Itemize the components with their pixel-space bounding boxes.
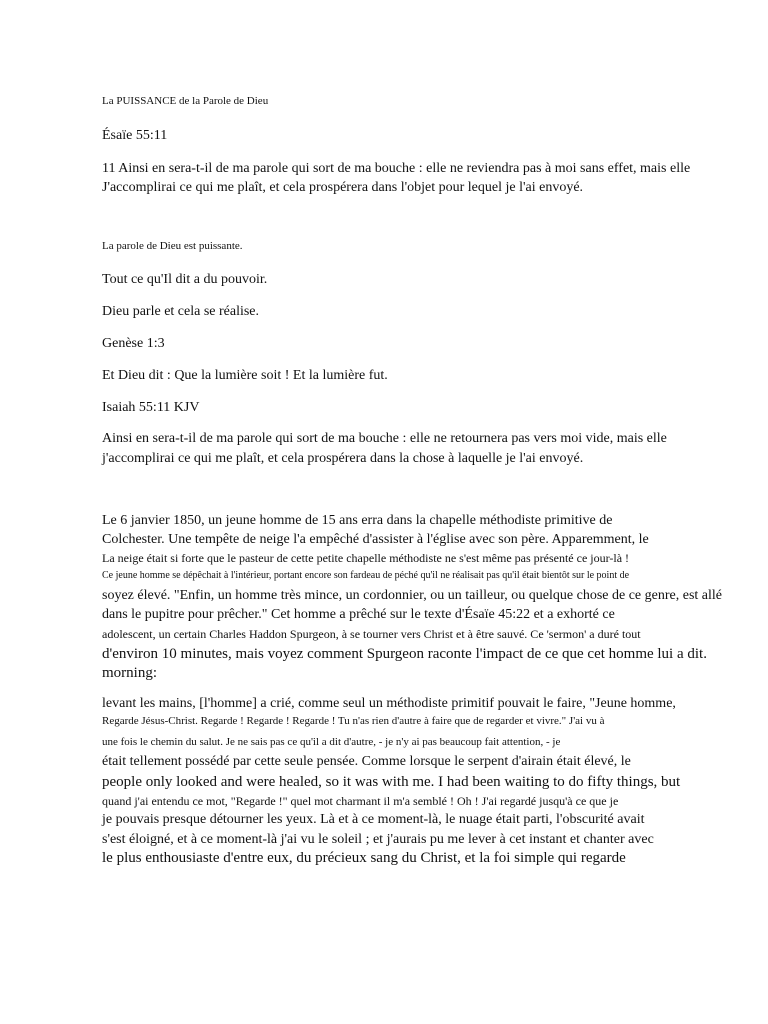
document-title: La PUISSANCE de la Parole de Dieu bbox=[102, 95, 269, 107]
quote-line: je pouvais presque détourner les yeux. Là et à ce moment-là, le nuage était parti, l'obscurité avait bbox=[102, 812, 645, 827]
scripture-reference: Ésaïe 55:11 bbox=[102, 128, 168, 143]
scripture-reference: Genèse 1:3 bbox=[102, 336, 165, 351]
story-line: dans le pupitre pour prêcher." Cet homme a prêché sur le texte d'Ésaïe 45:22 et a exhorté ce bbox=[102, 607, 615, 622]
story-line: Le 6 janvier 1850, un jeune homme de 15 ans erra dans la chapelle méthodiste primitive de bbox=[102, 513, 613, 528]
story-line: morning: bbox=[102, 665, 157, 681]
quote-line: Regarde Jésus-Christ. Regarde ! Regarde ! Regarde ! Tu n'as rien d'autre à faire que de regarder et vivre." J'ai vu à bbox=[102, 715, 605, 727]
quote-line: people only looked and were healed, so it was with me. I had been waiting to do fifty things, but bbox=[102, 774, 681, 790]
paragraph: Tout ce qu'Il dit a du pouvoir. bbox=[102, 272, 268, 287]
verse-line: j'accomplirai ce qui me plaît, et cela prospérera dans la chose à laquelle je l'ai envoyé. bbox=[102, 451, 584, 466]
quote-line: une fois le chemin du salut. Je ne sais pas ce qu'il a dit d'autre, - je n'y ai pas beaucoup fait attention, - je bbox=[102, 736, 561, 748]
quote-line: quand j'ai entendu ce mot, "Regarde !" quel mot charmant il m'a semblé ! Oh ! J'ai regardé jusqu'à ce que je bbox=[102, 794, 619, 808]
story-line: Colchester. Une tempête de neige l'a empêché d'assister à l'église avec son père. Apparemment, le bbox=[102, 532, 649, 547]
quote-line: était tellement possédé par cette seule pensée. Comme lorsque le serpent d'airain était élevé, le bbox=[102, 754, 631, 769]
story-line: d'environ 10 minutes, mais voyez comment Spurgeon raconte l'impact de ce que cet homme lui a dit. bbox=[102, 646, 707, 662]
quote-line: s'est éloigné, et à ce moment-là j'ai vu le soleil ; et j'aurais pu me lever à cet instant et chanter avec bbox=[102, 832, 654, 847]
story-line: La neige était si forte que le pasteur de cette petite chapelle méthodiste ne s'est même pas présenté ce jour-là ! bbox=[102, 551, 630, 565]
verse-line: 11 Ainsi en sera-t-il de ma parole qui sort de ma bouche : elle ne reviendra pas à moi sans effet, mais elle bbox=[102, 161, 691, 176]
section-heading: La parole de Dieu est puissante. bbox=[102, 240, 243, 252]
paragraph: Dieu parle et cela se réalise. bbox=[102, 304, 260, 319]
quote-line: levant les mains, [l'homme] a crié, comme seul un méthodiste primitif pouvait le faire, "Jeune homme, bbox=[102, 696, 676, 711]
verse-line: J'accomplirai ce qui me plaît, et cela prospérera dans l'objet pour lequel je l'ai envoyé. bbox=[102, 180, 584, 195]
verse-line: Ainsi en sera-t-il de ma parole qui sort de ma bouche : elle ne retournera pas vers moi vide, mais elle bbox=[102, 431, 667, 446]
story-line: Ce jeune homme se dépêchait à l'intérieur, portant encore son fardeau de péché qu'il ne réalisait pas qu'il était bientôt sur le point de bbox=[102, 570, 630, 581]
story-line: adolescent, un certain Charles Haddon Spurgeon, à se tourner vers Christ et à être sauvé. Ce 'sermon' a duré tout bbox=[102, 627, 641, 641]
story-line: soyez élevé. "Enfin, un homme très mince, un cordonnier, ou un tailleur, ou quelque chose de ce genre, est allé bbox=[102, 588, 722, 603]
paragraph: Et Dieu dit : Que la lumière soit ! Et la lumière fut. bbox=[102, 368, 388, 383]
quote-line: le plus enthousiaste d'entre eux, du précieux sang du Christ, et la foi simple qui regarde bbox=[102, 850, 626, 866]
scripture-reference: Isaiah 55:11 KJV bbox=[102, 400, 200, 415]
